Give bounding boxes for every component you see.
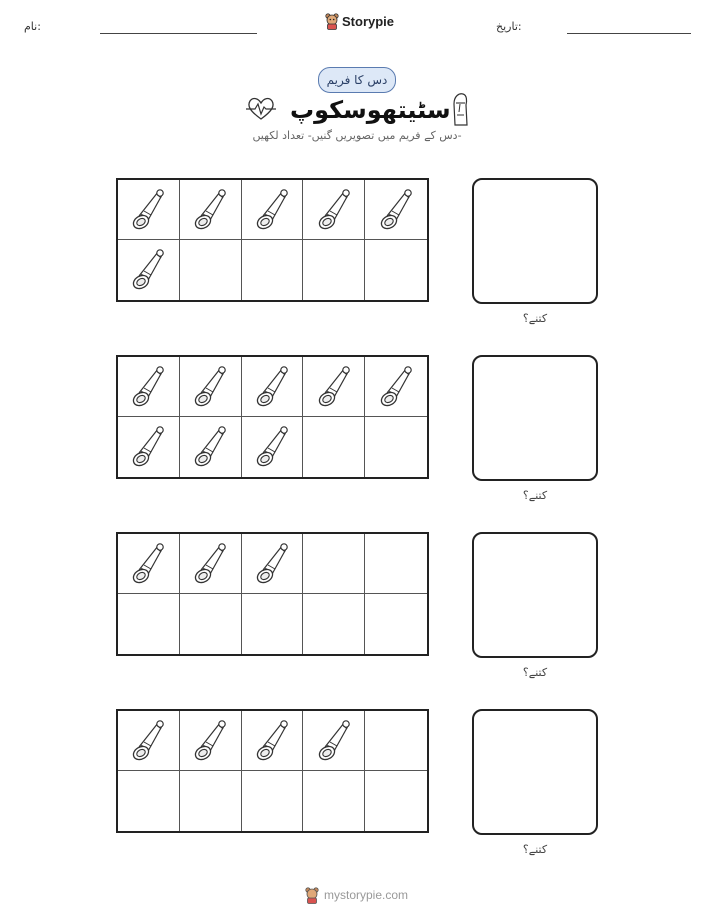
ten-frame-cell bbox=[118, 711, 180, 771]
how-many-label-1: کتنے؟ bbox=[522, 312, 548, 325]
stethoscope-icon bbox=[252, 540, 292, 588]
answer-box-3[interactable] bbox=[472, 532, 598, 658]
ten-frame-cell bbox=[180, 240, 242, 300]
ten-frame-cell bbox=[180, 594, 242, 654]
stethoscope-icon bbox=[128, 363, 168, 411]
name-line bbox=[100, 33, 257, 34]
stethoscope-icon bbox=[252, 363, 292, 411]
ten-frame-cell bbox=[303, 417, 365, 477]
ten-frame-cell bbox=[118, 357, 180, 417]
footer-url: mystorypie.com bbox=[324, 888, 409, 902]
stethoscope-icon bbox=[314, 717, 354, 765]
answer-box-1[interactable] bbox=[472, 178, 598, 304]
ten-frame-cell bbox=[365, 534, 427, 594]
ten-frame-cell bbox=[242, 180, 304, 240]
ten-frame-cell bbox=[242, 240, 304, 300]
instructions-text: دس کے فریم میں تصویریں گنیں- تعداد لکھیں- bbox=[252, 129, 462, 142]
ten-frame-cell bbox=[242, 357, 304, 417]
stethoscope-icon bbox=[190, 423, 230, 471]
ten-frame-4 bbox=[116, 709, 429, 833]
ten-frame-cell bbox=[242, 771, 304, 831]
ten-frame-cell bbox=[365, 240, 427, 300]
ten-frame-cell bbox=[118, 180, 180, 240]
stethoscope-icon bbox=[190, 717, 230, 765]
topic-pill: دس کا فریم bbox=[318, 67, 396, 93]
ten-frame-cell bbox=[303, 534, 365, 594]
stethoscope-icon bbox=[128, 540, 168, 588]
moai-statue-icon bbox=[450, 92, 470, 126]
ten-frame-1 bbox=[116, 178, 429, 302]
ten-frame-cell bbox=[303, 711, 365, 771]
stethoscope-icon bbox=[376, 363, 416, 411]
ten-frame-cell bbox=[180, 711, 242, 771]
ten-frame-2 bbox=[116, 355, 429, 479]
ten-frame-cell bbox=[242, 534, 304, 594]
ten-frame-cell bbox=[365, 711, 427, 771]
how-many-label-2: کتنے؟ bbox=[522, 489, 548, 502]
stethoscope-icon bbox=[128, 717, 168, 765]
ten-frame-cell bbox=[303, 180, 365, 240]
answer-box-4[interactable] bbox=[472, 709, 598, 835]
ten-frame-3 bbox=[116, 532, 429, 656]
ten-frame-cell bbox=[118, 771, 180, 831]
stethoscope-icon bbox=[128, 423, 168, 471]
stethoscope-icon bbox=[252, 717, 292, 765]
bear-mascot-icon bbox=[325, 12, 339, 30]
stethoscope-icon bbox=[190, 186, 230, 234]
name-label: نام: bbox=[24, 20, 41, 33]
ten-frame-cell bbox=[242, 417, 304, 477]
footer bbox=[305, 886, 408, 904]
ten-frame-cell bbox=[303, 594, 365, 654]
stethoscope-icon bbox=[314, 186, 354, 234]
ten-frame-cell bbox=[365, 417, 427, 477]
ten-frame-cell bbox=[180, 180, 242, 240]
date-line bbox=[567, 33, 691, 34]
stethoscope-icon bbox=[128, 246, 168, 294]
stethoscope-icon bbox=[314, 363, 354, 411]
ten-frame-cell bbox=[242, 711, 304, 771]
ten-frame-cell bbox=[303, 240, 365, 300]
ten-frame-cell bbox=[365, 180, 427, 240]
stethoscope-icon bbox=[190, 540, 230, 588]
stethoscope-icon bbox=[190, 363, 230, 411]
ten-frame-cell bbox=[180, 771, 242, 831]
answer-box-2[interactable] bbox=[472, 355, 598, 481]
storypie-logo bbox=[325, 12, 394, 30]
stethoscope-icon bbox=[128, 186, 168, 234]
ten-frame-cell bbox=[118, 534, 180, 594]
ten-frame-cell bbox=[118, 594, 180, 654]
brand-name: Storypie bbox=[342, 13, 395, 29]
page-title: سٹیتھوسکوپ bbox=[290, 96, 451, 124]
ten-frame-cell bbox=[180, 534, 242, 594]
ten-frame-cell bbox=[180, 417, 242, 477]
ten-frame-cell bbox=[303, 357, 365, 417]
stethoscope-icon bbox=[252, 423, 292, 471]
ten-frame-cell bbox=[365, 594, 427, 654]
heartbeat-icon bbox=[246, 96, 276, 122]
ten-frame-cell bbox=[118, 240, 180, 300]
ten-frame-cell bbox=[365, 357, 427, 417]
ten-frame-cell bbox=[118, 417, 180, 477]
how-many-label-3: کتنے؟ bbox=[522, 666, 548, 679]
ten-frame-cell bbox=[180, 357, 242, 417]
bear-mascot-icon bbox=[305, 886, 319, 904]
ten-frame-cell bbox=[242, 594, 304, 654]
stethoscope-icon bbox=[252, 186, 292, 234]
date-label: تاریخ: bbox=[496, 20, 522, 33]
ten-frame-cell bbox=[303, 771, 365, 831]
how-many-label-4: کتنے؟ bbox=[522, 843, 548, 856]
title-block bbox=[240, 92, 474, 128]
ten-frame-cell bbox=[365, 771, 427, 831]
stethoscope-icon bbox=[376, 186, 416, 234]
